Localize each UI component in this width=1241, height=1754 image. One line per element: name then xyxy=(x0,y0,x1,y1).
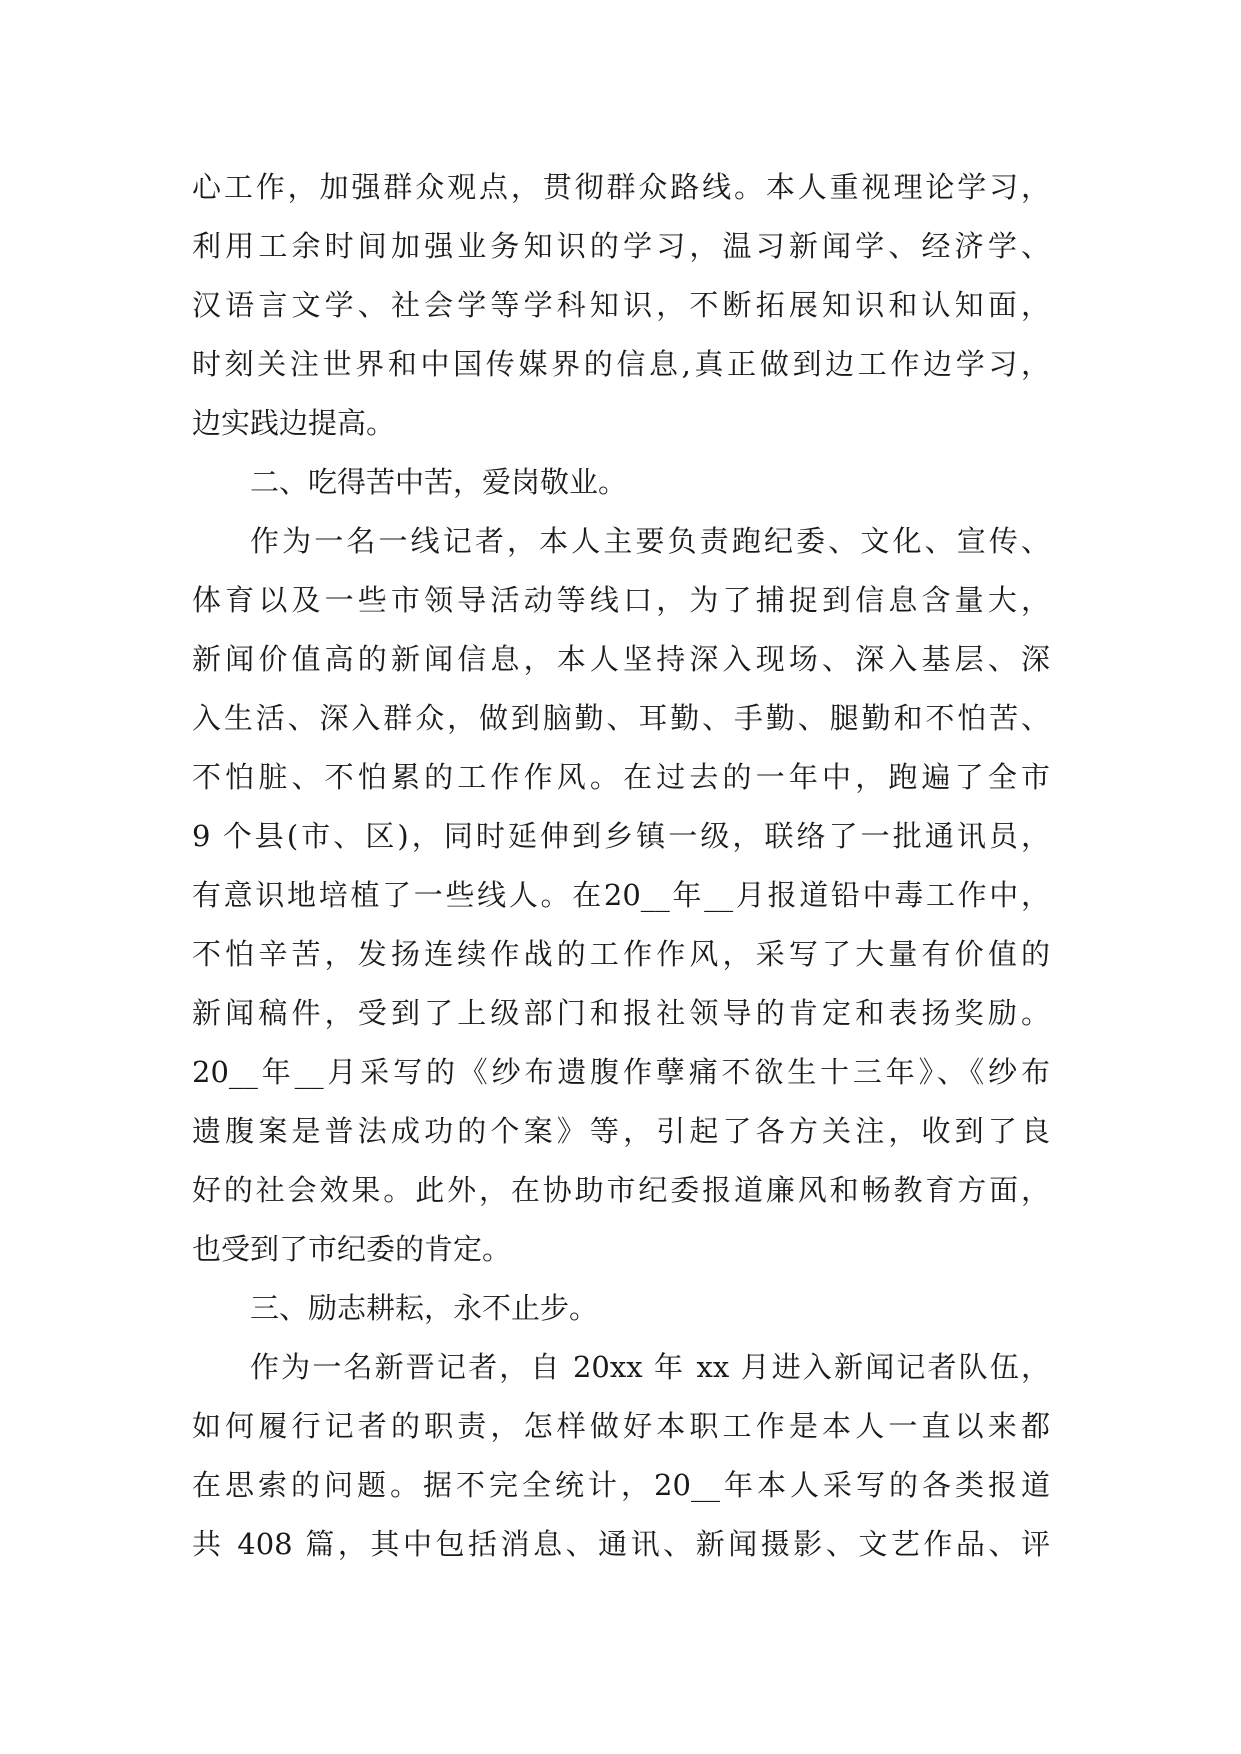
text-line: 时刻关注世界和中国传媒界的信息,真正做到边工作边学习， xyxy=(192,347,1050,381)
text-line: 有意识地培植了一些线人。在20__年__月报道铅中毒工作中， xyxy=(192,878,1050,912)
text-line: 9 个县(市、区)，同时延伸到乡镇一级，联络了一批通讯员， xyxy=(192,819,1050,853)
text-line: 也受到了市纪委的肯定。 xyxy=(192,1232,512,1266)
text-line: 作为一名一线记者，本人主要负责跑纪委、文化、宣传、 xyxy=(250,524,1050,558)
text-line: 20__年__月采写的《纱布遗腹作孽痛不欲生十三年》、《纱布 xyxy=(192,1055,1050,1089)
text-line: 不怕脏、不怕累的工作作风。在过去的一年中，跑遍了全市 xyxy=(192,760,1050,794)
text-line: 汉语言文学、社会学等学科知识，不断拓展知识和认知面， xyxy=(192,288,1050,322)
body-text xyxy=(192,158,1050,1574)
text-line: 二、吃得苦中苦，爱岗敬业。 xyxy=(250,465,628,499)
text-line: 三、励志耕耘，永不止步。 xyxy=(250,1291,599,1325)
text-line: 边实践边提高。 xyxy=(192,406,396,440)
text-line: 好的社会效果。此外，在协助市纪委报道廉风和畅教育方面， xyxy=(192,1173,1050,1207)
text-line: 新闻价值高的新闻信息，本人坚持深入现场、深入基层、深 xyxy=(192,642,1050,676)
text-line: 心工作，加强群众观点，贯彻群众路线。本人重视理论学习， xyxy=(192,170,1050,204)
text-line: 在思索的问题。据不完全统计，20__年本人采写的各类报道 xyxy=(192,1468,1050,1502)
text-line: 如何履行记者的职责，怎样做好本职工作是本人一直以来都 xyxy=(192,1409,1050,1443)
text-line: 不怕辛苦，发扬连续作战的工作作风，采写了大量有价值的 xyxy=(192,937,1050,971)
text-line: 新闻稿件，受到了上级部门和报社领导的肯定和表扬奖励。 xyxy=(192,996,1050,1030)
text-line: 共 408 篇，其中包括消息、通讯、新闻摄影、文艺作品、评 xyxy=(192,1527,1050,1561)
text-line: 遗腹案是普法成功的个案》等，引起了各方关注，收到了良 xyxy=(192,1114,1050,1148)
text-line: 体育以及一些市领导活动等线口，为了捕捉到信息含量大， xyxy=(192,583,1050,617)
text-line: 利用工余时间加强业务知识的学习，温习新闻学、经济学、 xyxy=(192,229,1050,263)
text-line: 作为一名新晋记者，自 20xx 年 xx 月进入新闻记者队伍， xyxy=(250,1350,1050,1384)
text-line: 入生活、深入群众，做到脑勤、耳勤、手勤、腿勤和不怕苦、 xyxy=(192,701,1050,735)
